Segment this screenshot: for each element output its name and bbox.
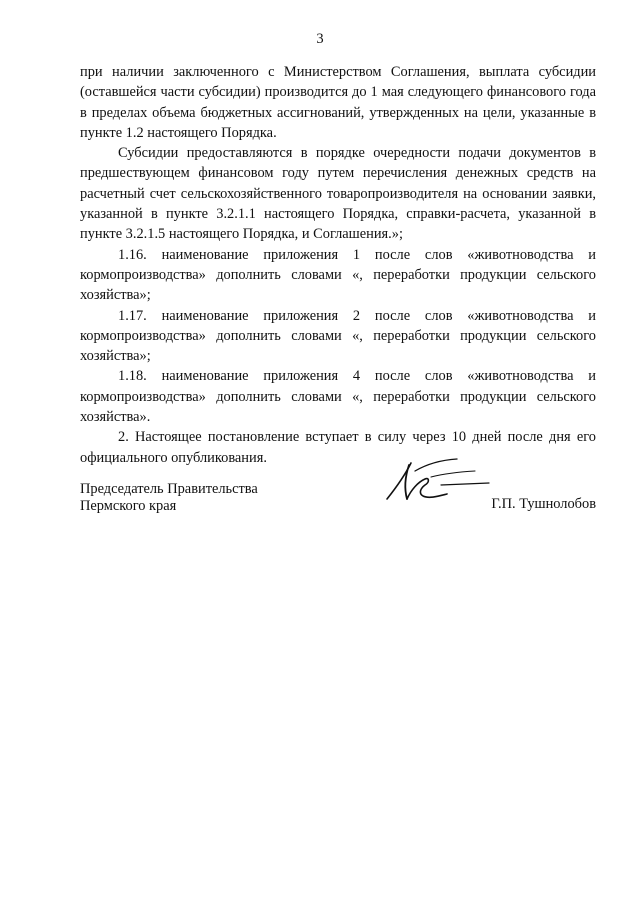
- paragraph-subsidy-order: Субсидии предоставляются в порядке очередности подачи документов в предшествующем финансовом году путем перечисления денежных средств на расчетный счет сельскохозяйственного товаропроизводителя на основании заявки, указанной в пункте 3.2.1.1 настоящего Порядка, справки-расчета, указанной в пункте 3.2.1.5 настоящего Порядка, и Соглашения.»;: [80, 145, 596, 243]
- page-number: 3: [316, 31, 324, 47]
- paragraph-item-1-18: 1.18. наименование приложения 4 после слов «животноводства и кормопроизводства» дополнить словами «, переработки продукции сельского хозяйства».: [80, 368, 596, 426]
- paragraph-item-1-17: 1.17. наименование приложения 2 после слов «животноводства и кормопроизводства» дополнить словами «, переработки продукции сельского хозяйства»;: [80, 307, 596, 365]
- signer-title: [80, 481, 258, 515]
- signature-block: [80, 481, 596, 521]
- paragraph-effective-date: 2. Настоящее постановление вступает в силу через 10 дней после дня его официального опубликования.: [80, 429, 596, 466]
- signer-name: Г.П. Тушнолобов: [491, 496, 596, 512]
- signer-title-line-2: Пермского края: [80, 498, 177, 514]
- signer-title-line-1: Председатель Правительства: [80, 481, 258, 497]
- paragraph-item-1-16: 1.16. наименование приложения 1 после слов «животноводства и кормопроизводства» дополнить словами «, переработки продукции сельского хозяйства»;: [80, 246, 596, 304]
- paragraph-payment-terms: при наличии заключенного с Министерством Соглашения, выплата субсидии (оставшейся части субсидии) производится до 1 мая следующего финансового года в пределах объема бюджетных ассигнований, утвержденных на цели, указанные в пункте 1.2 настоящего Порядка.: [80, 64, 596, 141]
- document-body: [80, 62, 596, 468]
